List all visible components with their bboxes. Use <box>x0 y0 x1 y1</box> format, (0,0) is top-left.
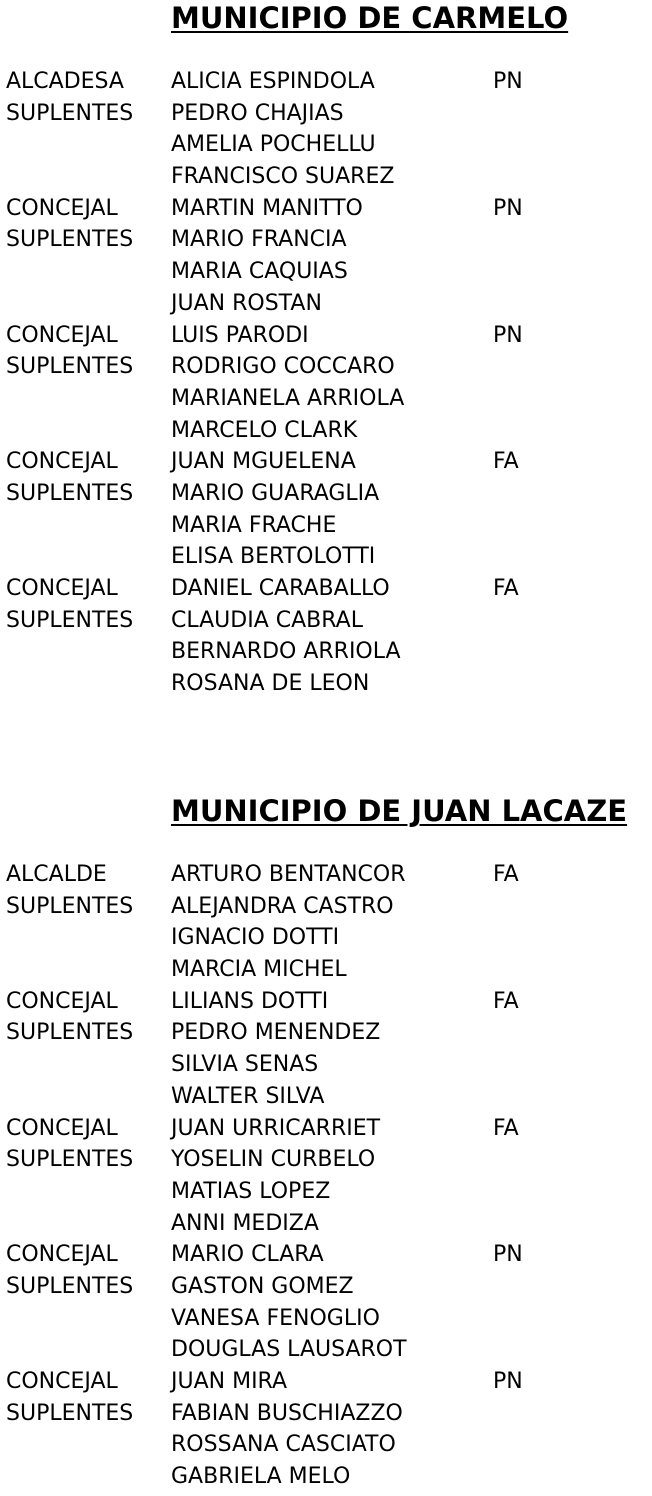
member-role: SUPLENTES <box>6 607 134 633</box>
member-party: PN <box>493 195 523 221</box>
member-name: LILIANS DOTTI <box>171 988 329 1014</box>
member-name: ARTURO BENTANCOR <box>171 862 406 887</box>
member-name: ROSANA DE LEON <box>171 671 370 697</box>
member-name: IGNACIO DOTTI <box>171 925 340 951</box>
member-role: CONCEJAL <box>6 1369 118 1394</box>
list-item <box>0 1398 652 1430</box>
member-name: MARIO GUARAGLIA <box>171 480 380 506</box>
list-item <box>0 98 652 130</box>
list-item <box>0 161 652 193</box>
list-item <box>0 193 652 225</box>
list-item <box>0 1208 652 1240</box>
list-item <box>0 383 652 415</box>
list-item <box>0 224 652 256</box>
member-role: SUPLENTES <box>6 480 134 506</box>
member-role: SUPLENTES <box>6 227 134 253</box>
member-role: CONCEJAL <box>6 576 118 601</box>
member-party: FA <box>493 1115 519 1141</box>
member-name: CLAUDIA CABRAL <box>171 607 363 633</box>
section-title: MUNICIPIO DE CARMELO <box>171 1 569 35</box>
list-item <box>0 1271 652 1303</box>
list-item <box>0 1017 652 1049</box>
list-item <box>0 1429 652 1461</box>
member-name: WALTER SILVA <box>171 1083 325 1109</box>
list-item <box>0 954 652 986</box>
list-item <box>0 1239 652 1271</box>
member-party: PN <box>493 1369 523 1394</box>
members-list <box>0 66 652 700</box>
member-name: JUAN MIRA <box>171 1369 288 1394</box>
member-role: CONCEJAL <box>6 322 118 348</box>
member-party: FA <box>493 576 519 601</box>
member-name: ALEJANDRA CASTRO <box>171 893 394 919</box>
member-name: PEDRO CHAJIAS <box>171 100 344 126</box>
member-role: SUPLENTES <box>6 1020 134 1046</box>
member-role: SUPLENTES <box>6 1400 134 1426</box>
member-name: ROSSANA CASCIATO <box>171 1432 396 1458</box>
member-party: PN <box>493 1242 523 1268</box>
list-item <box>0 256 652 288</box>
list-item <box>0 573 652 605</box>
member-name: VANESA FENOGLIO <box>171 1305 380 1331</box>
list-item <box>0 668 652 700</box>
list-item <box>0 320 652 352</box>
member-role: CONCEJAL <box>6 1242 118 1268</box>
list-item <box>0 986 652 1018</box>
list-item <box>0 129 652 161</box>
member-name: SILVIA SENAS <box>171 1052 319 1078</box>
member-role: SUPLENTES <box>6 1147 134 1173</box>
member-party: FA <box>493 988 519 1014</box>
member-name: GABRIELA MELO <box>171 1464 351 1490</box>
list-item <box>0 510 652 542</box>
member-name: AMELIA POCHELLU <box>171 132 376 158</box>
member-role: SUPLENTES <box>6 1273 134 1299</box>
member-name: FABIAN BUSCHIAZZO <box>171 1400 403 1426</box>
member-name: ELISA BERTOLOTTI <box>171 544 376 570</box>
member-role: ALCADESA <box>6 69 124 94</box>
list-item <box>0 1461 652 1493</box>
member-role: ALCALDE <box>6 862 107 887</box>
member-name: JUAN ROSTAN <box>171 290 322 316</box>
member-role: CONCEJAL <box>6 449 118 475</box>
member-name: MARIA CAQUIAS <box>171 259 348 285</box>
list-item <box>0 636 652 668</box>
member-name: DOUGLAS LAUSAROT <box>171 1337 407 1363</box>
member-role: CONCEJAL <box>6 988 118 1014</box>
list-item <box>0 351 652 383</box>
list-item <box>0 66 652 98</box>
member-role: SUPLENTES <box>6 354 134 380</box>
list-item <box>0 1113 652 1145</box>
list-item <box>0 1049 652 1081</box>
list-item <box>0 415 652 447</box>
member-name: MARCELO CLARK <box>171 417 358 443</box>
member-role: SUPLENTES <box>6 893 134 919</box>
member-name: MARCIA MICHEL <box>171 957 347 983</box>
list-item <box>0 478 652 510</box>
member-name: MARIANELA ARRIOLA <box>171 385 405 411</box>
member-name: FRANCISCO SUAREZ <box>171 164 395 190</box>
list-item <box>0 1334 652 1366</box>
member-party: FA <box>493 449 519 475</box>
member-name: ANNI MEDIZA <box>171 1210 319 1236</box>
list-item <box>0 922 652 954</box>
list-item <box>0 859 652 891</box>
member-name: MARIO CLARA <box>171 1242 324 1268</box>
list-item <box>0 605 652 637</box>
list-item <box>0 1144 652 1176</box>
member-name: GASTON GOMEZ <box>171 1273 354 1299</box>
member-name: DANIEL CARABALLO <box>171 576 390 601</box>
member-role: CONCEJAL <box>6 1115 118 1141</box>
member-party: PN <box>493 322 523 348</box>
member-name: YOSELIN CURBELO <box>171 1147 376 1173</box>
member-party: FA <box>493 862 519 887</box>
member-name: BERNARDO ARRIOLA <box>171 639 401 665</box>
member-role: SUPLENTES <box>6 100 134 126</box>
list-item <box>0 1303 652 1335</box>
list-item <box>0 446 652 478</box>
member-name: LUIS PARODI <box>171 322 309 348</box>
member-name: JUAN URRICARRIET <box>171 1115 381 1141</box>
section-title: MUNICIPIO DE JUAN LACAZE <box>171 794 628 828</box>
members-list <box>0 859 652 1493</box>
member-name: MATIAS LOPEZ <box>171 1178 331 1204</box>
list-item <box>0 1366 652 1398</box>
list-item <box>0 288 652 320</box>
member-name: JUAN MGUELENA <box>171 449 356 475</box>
member-name: MARIO FRANCIA <box>171 227 347 253</box>
list-item <box>0 891 652 923</box>
member-name: PEDRO MENENDEZ <box>171 1020 381 1046</box>
member-name: MARTIN MANITTO <box>171 195 363 221</box>
list-item <box>0 1081 652 1113</box>
member-role: CONCEJAL <box>6 195 118 221</box>
member-name: ALICIA ESPINDOLA <box>171 69 375 94</box>
list-item <box>0 541 652 573</box>
list-item <box>0 1176 652 1208</box>
member-name: RODRIGO COCCARO <box>171 354 395 380</box>
member-name: MARIA FRACHE <box>171 512 337 538</box>
member-party: PN <box>493 69 523 94</box>
